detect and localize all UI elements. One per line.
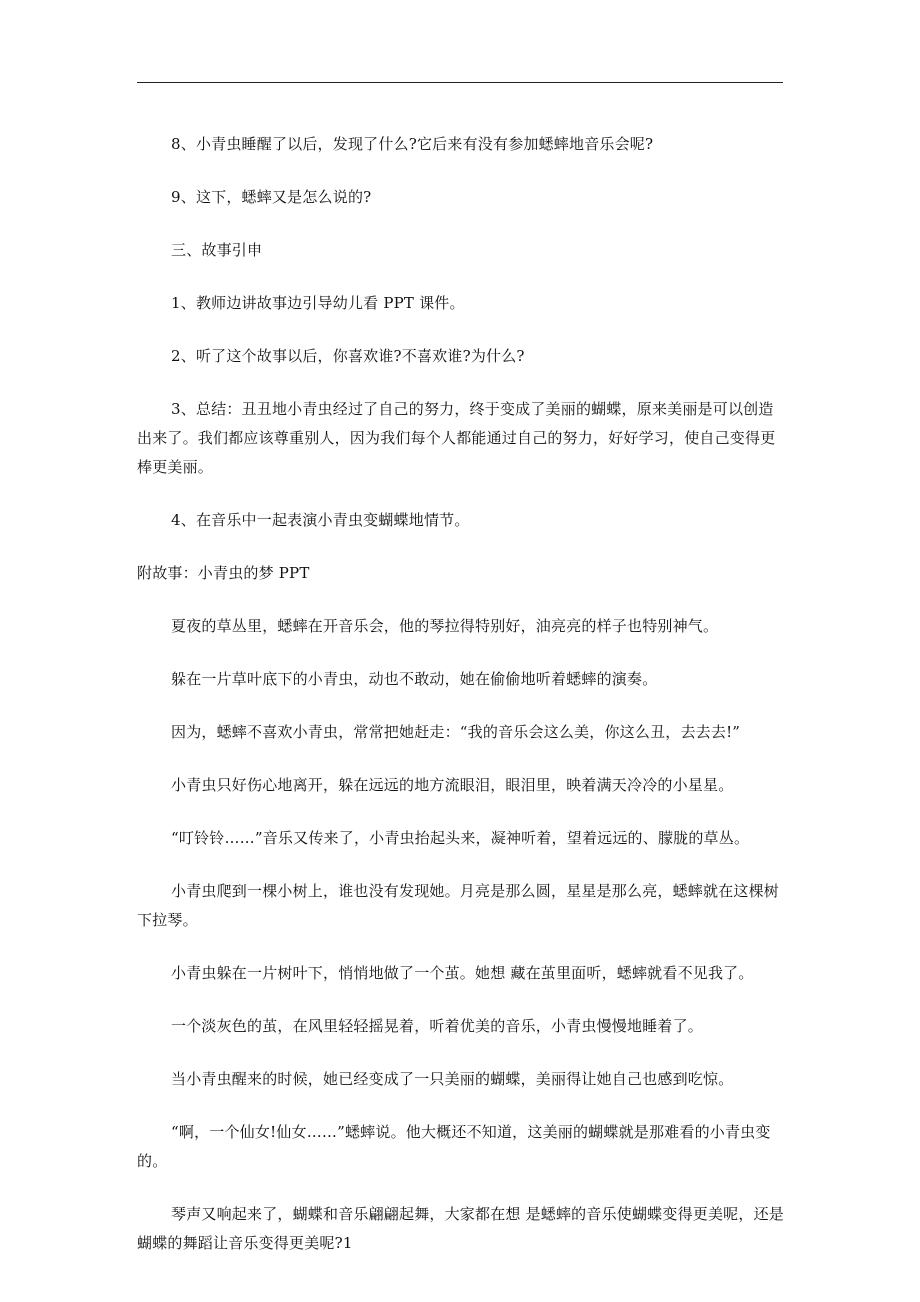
question-9: 9、这下，蟋蟀又是怎么说的? [171, 188, 372, 206]
header-rule [137, 82, 783, 83]
story-paragraph: 小青虫只好伤心地离开，躲在远远的地方流眼泪，眼泪里，映着满天冷冷的小星星。 [171, 776, 734, 794]
section-heading-story-extension: 三、故事引申 [171, 241, 263, 259]
story-paragraph: 一个淡灰色的茧，在风里轻轻摇晃着，听着优美的音乐，小青虫慢慢地睡着了。 [171, 1017, 704, 1035]
step-2: 2、听了这个故事以后，你喜欢谁?不喜欢谁?为什么? [171, 347, 525, 365]
story-paragraph: 小青虫爬到一棵小树上，谁也没有发现她。月亮是那么圆，星星是那么亮，蟋蟀就在这棵树下拉琴。 [137, 882, 780, 929]
question-8: 8、小青虫睡醒了以后，发现了什么?它后来有没有参加蟋蟀地音乐会呢? [171, 135, 654, 153]
story-paragraph: 夏夜的草丛里，蟋蟀在开音乐会，他的琴拉得特别好，油亮亮的样子也特别神气。 [171, 617, 719, 635]
story-paragraph: 当小青虫醒来的时候，她已经变成了一只美丽的蝴蝶，美丽得让她自己也感到吃惊。 [171, 1070, 734, 1088]
story-paragraph: “叮铃铃……”音乐又传来了，小青虫抬起头来，凝神听着，望着远远的、朦胧的草丛。 [171, 829, 750, 847]
document-body [137, 130, 785, 1258]
story-paragraph: “啊，一个仙女!仙女……”蟋蟀说。他大概还不知道，这美丽的蝴蝶就是那难看的小青虫变的。 [137, 1123, 771, 1170]
step-4: 4、在音乐中一起表演小青虫变蝴蝶地情节。 [171, 511, 470, 529]
appendix-story-title: 附故事：小青虫的梦 PPT [137, 564, 310, 582]
story-paragraph: 因为，蟋蟀不喜欢小青虫，常常把她赶走：“我的音乐会这么美，你这么丑，去去去!” [171, 723, 741, 741]
story-paragraph: 小青虫躲在一片树叶下，悄悄地做了一个茧。她想 藏在茧里面听，蟋蟀就看不见我了。 [171, 964, 754, 982]
step-3-summary: 3、总结：丑丑地小青虫经过了自己的努力，终于变成了美丽的蝴蝶，原来美丽是可以创造出来了。我们都应该尊重别人，因为我们每个人都能通过自己的努力，好好学习，使自己变得更棒更美丽。 [137, 400, 776, 476]
story-paragraph: 琴声又响起来了，蝴蝶和音乐翩翩起舞，大家都在想 是蟋蟀的音乐使蝴蝶变得更美呢，还是蝴蝶的舞蹈让音乐变得更美呢?1 [137, 1205, 784, 1252]
step-1: 1、教师边讲故事边引导幼儿看 PPT 课件。 [171, 294, 465, 312]
story-paragraph: 躲在一片草叶底下的小青虫，动也不敢动，她在偷偷地听着蟋蟀的演奏。 [171, 670, 658, 688]
